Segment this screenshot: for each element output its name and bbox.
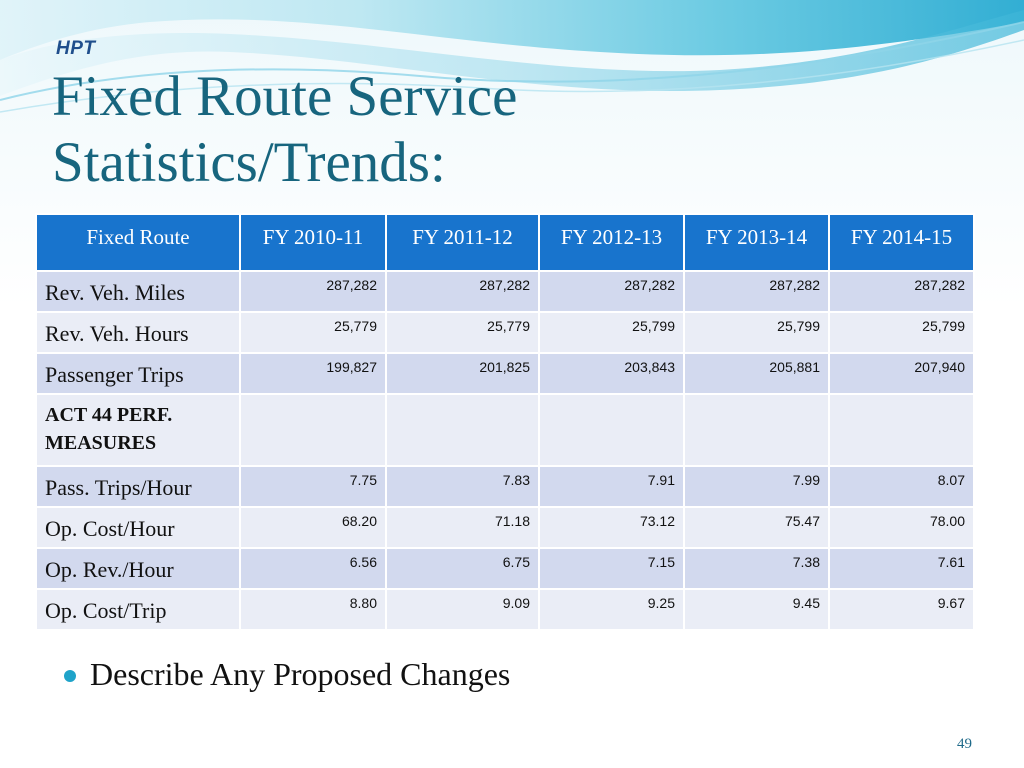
column-header: FY 2010-11 bbox=[240, 214, 386, 271]
table-cell: 25,779 bbox=[240, 312, 386, 353]
column-header: Fixed Route bbox=[36, 214, 240, 271]
table-cell: 25,799 bbox=[539, 312, 684, 353]
table-cell: 75.47 bbox=[684, 507, 829, 548]
logo-hpt: HPT bbox=[56, 38, 96, 59]
row-label: Op. Cost/Hour bbox=[36, 507, 240, 548]
row-label: Op. Rev./Hour bbox=[36, 548, 240, 589]
bullet-dot-icon bbox=[64, 670, 76, 682]
table-cell: 203,843 bbox=[539, 353, 684, 394]
column-header: FY 2014-15 bbox=[829, 214, 974, 271]
table-cell bbox=[240, 394, 386, 466]
table-cell: 8.80 bbox=[240, 589, 386, 630]
table-header-row bbox=[36, 214, 974, 271]
row-label: Rev. Veh. Hours bbox=[36, 312, 240, 353]
section-label: ACT 44 PERF. MEASURES bbox=[36, 394, 240, 466]
table-cell: 287,282 bbox=[829, 271, 974, 312]
table-cell bbox=[386, 394, 539, 466]
table-row bbox=[36, 312, 974, 353]
table-cell bbox=[539, 394, 684, 466]
row-label: Pass. Trips/Hour bbox=[36, 466, 240, 507]
table-cell: 7.38 bbox=[684, 548, 829, 589]
table-cell: 287,282 bbox=[386, 271, 539, 312]
table-cell: 9.25 bbox=[539, 589, 684, 630]
table-row-section-header bbox=[36, 394, 974, 466]
table-row bbox=[36, 353, 974, 394]
table-cell: 71.18 bbox=[386, 507, 539, 548]
page-title bbox=[52, 64, 752, 196]
table-cell: 7.15 bbox=[539, 548, 684, 589]
table-cell: 7.75 bbox=[240, 466, 386, 507]
column-header: FY 2011-12 bbox=[386, 214, 539, 271]
table-cell: 201,825 bbox=[386, 353, 539, 394]
row-label: Op. Cost/Trip bbox=[36, 589, 240, 630]
table-cell: 9.45 bbox=[684, 589, 829, 630]
bullet-item bbox=[64, 656, 510, 693]
page-title-line-1: Fixed Route Service bbox=[52, 65, 518, 128]
table-cell: 7.61 bbox=[829, 548, 974, 589]
table-cell: 78.00 bbox=[829, 507, 974, 548]
table-cell: 287,282 bbox=[539, 271, 684, 312]
table-cell: 205,881 bbox=[684, 353, 829, 394]
table-cell: 25,799 bbox=[684, 312, 829, 353]
table-cell: 6.56 bbox=[240, 548, 386, 589]
table-row bbox=[36, 589, 974, 630]
table-cell: 7.91 bbox=[539, 466, 684, 507]
table-cell: 68.20 bbox=[240, 507, 386, 548]
row-label: Rev. Veh. Miles bbox=[36, 271, 240, 312]
table-cell bbox=[829, 394, 974, 466]
page-title-line-2: Statistics/Trends: bbox=[52, 131, 446, 194]
table-cell: 8.07 bbox=[829, 466, 974, 507]
page-number: 49 bbox=[957, 736, 972, 752]
table-cell: 199,827 bbox=[240, 353, 386, 394]
bullet-text: Describe Any Proposed Changes bbox=[90, 656, 511, 692]
table-row bbox=[36, 271, 974, 312]
table-cell: 6.75 bbox=[386, 548, 539, 589]
table-row bbox=[36, 548, 974, 589]
table-cell: 9.09 bbox=[386, 589, 539, 630]
column-header: FY 2013-14 bbox=[684, 214, 829, 271]
table-cell: 7.99 bbox=[684, 466, 829, 507]
table-cell: 207,940 bbox=[829, 353, 974, 394]
row-label: Passenger Trips bbox=[36, 353, 240, 394]
statistics-table bbox=[35, 213, 975, 631]
table-row bbox=[36, 507, 974, 548]
table-cell: 287,282 bbox=[684, 271, 829, 312]
table-cell bbox=[684, 394, 829, 466]
table-cell: 25,779 bbox=[386, 312, 539, 353]
table-row bbox=[36, 466, 974, 507]
table-cell: 25,799 bbox=[829, 312, 974, 353]
table-cell: 9.67 bbox=[829, 589, 974, 630]
table-cell: 7.83 bbox=[386, 466, 539, 507]
column-header: FY 2012-13 bbox=[539, 214, 684, 271]
table-cell: 287,282 bbox=[240, 271, 386, 312]
table-cell: 73.12 bbox=[539, 507, 684, 548]
